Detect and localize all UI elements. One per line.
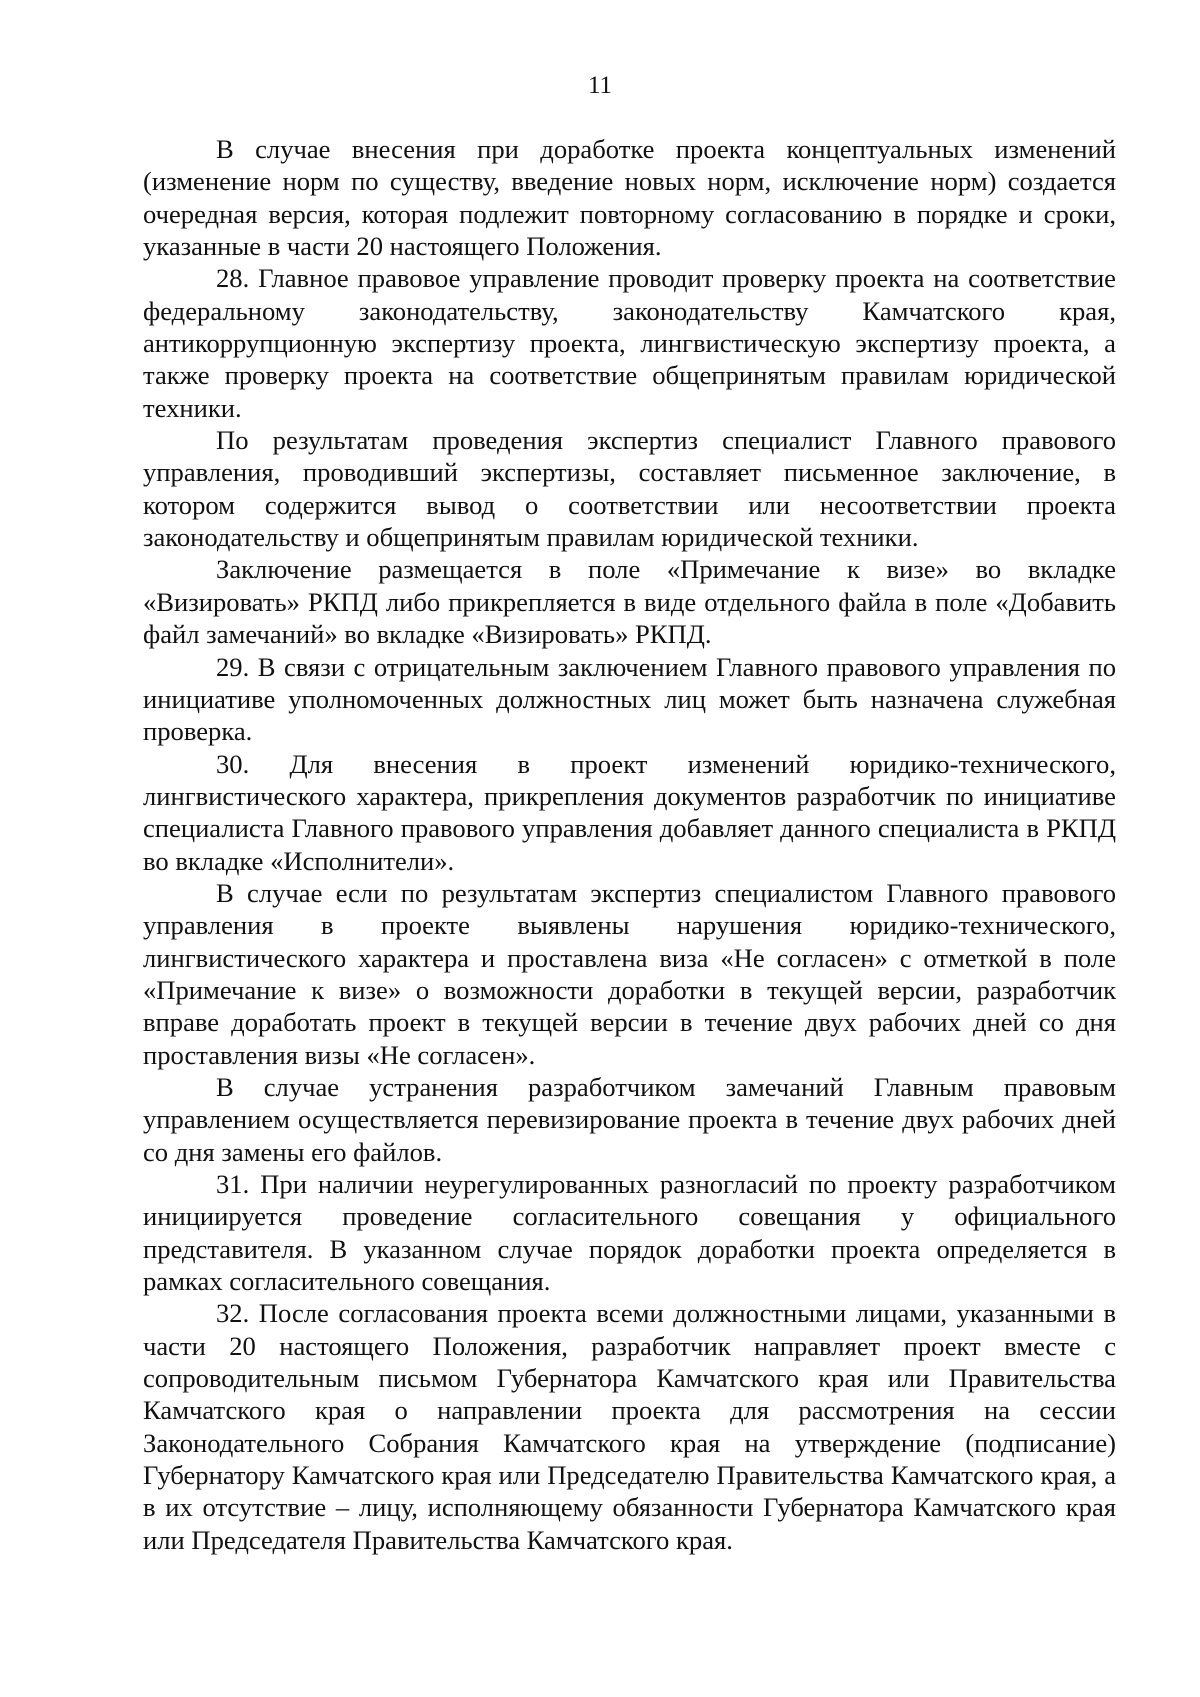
paragraph-31-disagreements: 31. При наличии неурегулированных разногласий по проекту разработчиком инициируется проведение согласительного совещания у официального представителя. В указанном случае порядок доработки проекта определяется в рамках согласительного совещания. <box>143 1169 1116 1297</box>
paragraph-28-legal-review: 28. Главное правовое управление проводит проверку проекта на соответствие федеральному законодательству, законодательству Камчатского края, антикоррупционную экспертизу проекта, лингвистическую экспертизу проекта, а также проверку проекта на соответствие общепринятым правилам юридической техники. <box>143 263 1116 423</box>
document-body <box>143 133 1116 1556</box>
paragraph-re-approval: В случае устранения разработчиком замечаний Главным правовым управлением осуществляется перевизирование проекта в течение двух рабочих дней со дня замены его файлов. <box>143 1071 1116 1167</box>
paragraph-29-official-inspection: 29. В связи с отрицательным заключением Главного правового управления по инициативе уполномоченных должностных лиц может быть назначена служебная проверка. <box>143 651 1116 747</box>
paragraph-violations-revision: В случае если по результатам экспертиз специалистом Главного правового управления в проекте выявлены нарушения юридико-технического, лингвистического характера и проставлена виза «Не согласен» с отметкой в поле «Примечание к визе» о возможности доработки в текущей версии, разработчик вправе доработать проект в текущей версии в течение двух рабочих дней со дня проставления визы «Не согласен». <box>143 877 1116 1070</box>
paragraph-expertise-conclusion: По результатам проведения экспертиз специалист Главного правового управления, проводивший экспертизы, составляет письменное заключение, в котором содержится вывод о соответствии или несоответствии проекта законодательству и общепринятым правилам юридической техники. <box>143 425 1116 553</box>
paragraph-30-technical-changes: 30. Для внесения в проект изменений юридико-технического, лингвистического характера, прикрепления документов разработчик по инициативе специалиста Главного правового управления добавляет данного специалиста в РКПД во вкладке «Исполнители». <box>143 748 1116 876</box>
paragraph-conceptual-changes: В случае внесения при доработке проекта концептуальных изменений (изменение норм по существу, введение новых норм, исключение норм) создается очередная версия, которая подлежит повторному согласованию в порядке и сроки, указанные в части 20 настоящего Положения. <box>143 134 1116 262</box>
page-number: 11 <box>587 72 613 99</box>
paragraph-conclusion-placement: Заключение размещается в поле «Примечание к визе» во вкладке «Визировать» РКПД либо прикрепляется в виде отдельного файла в поле «Добавить файл замечаний» во вкладке «Визировать» РКПД. <box>143 554 1116 650</box>
paragraph-32-submission: 32. После согласования проекта всеми должностными лицами, указанными в части 20 настоящего Положения, разработчик направляет проект вместе с сопроводительным письмом Губернатора Камчатского края или Правительства Камчатского края о направлении проекта для рассмотрения на сессии Законодательного Собрания Камчатского края на утверждение (подписание) Губернатору Камчатского края или Председателю Правительства Камчатского края, а в их отсутствие – лицу, исполняющему обязанности Губернатора Камчатского края или Председателя Правительства Камчатского края. <box>143 1298 1116 1555</box>
